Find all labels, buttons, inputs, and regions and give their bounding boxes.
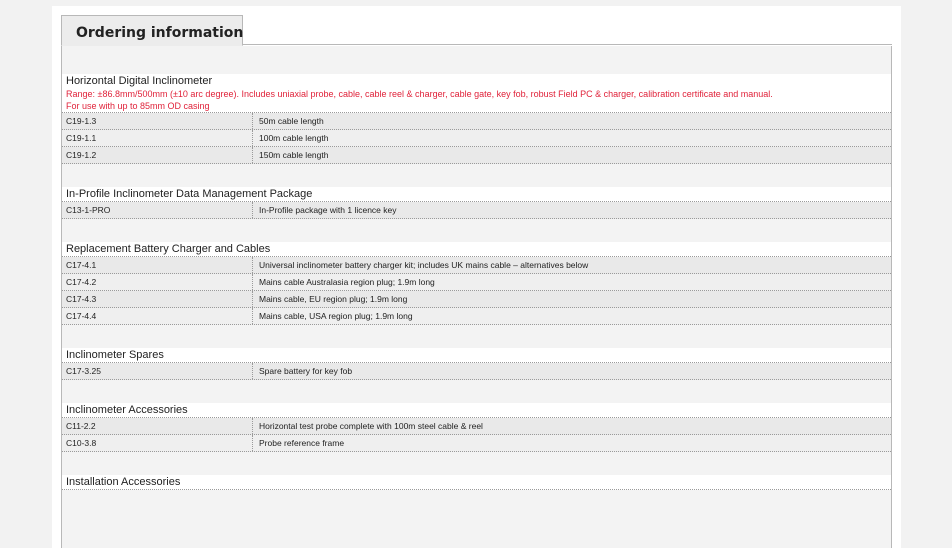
table-row bbox=[62, 130, 891, 147]
product-description: Universal inclinometer battery charger kit; includes UK mains cable – alternatives below bbox=[259, 260, 589, 270]
section-header bbox=[62, 74, 891, 113]
tab-ordering-information[interactable]: Ordering information bbox=[61, 15, 243, 46]
ordering-table bbox=[62, 46, 891, 490]
section-rows bbox=[62, 257, 891, 325]
table-row bbox=[62, 363, 891, 380]
table-row bbox=[62, 274, 891, 291]
section-rows bbox=[62, 418, 891, 452]
ordering-panel bbox=[61, 46, 892, 548]
table-row bbox=[62, 435, 891, 452]
product-description: 150m cable length bbox=[259, 150, 329, 160]
product-description: In-Profile package with 1 licence key bbox=[259, 205, 397, 215]
section-header bbox=[62, 475, 891, 490]
product-section bbox=[62, 46, 891, 164]
product-description: Mains cable, USA region plug; 1.9m long bbox=[259, 311, 413, 321]
product-section bbox=[62, 452, 891, 490]
product-code: C19-1.2 bbox=[62, 147, 253, 163]
section-rows bbox=[62, 113, 891, 164]
section-title: Horizontal Digital Inclinometer bbox=[66, 75, 213, 87]
table-row bbox=[62, 308, 891, 325]
section-spacer bbox=[62, 219, 891, 242]
product-description: 50m cable length bbox=[259, 116, 324, 126]
section-title: In-Profile Inclinometer Data Management Package bbox=[66, 188, 313, 200]
product-code: C13-1-PRO bbox=[62, 202, 253, 218]
product-section bbox=[62, 380, 891, 452]
product-description: Mains cable, EU region plug; 1.9m long bbox=[259, 294, 408, 304]
section-note: For use with up to 85mm OD casing bbox=[66, 101, 210, 111]
section-header bbox=[62, 187, 891, 202]
section-header bbox=[62, 403, 891, 418]
product-description: Mains cable Australasia region plug; 1.9m long bbox=[259, 277, 435, 287]
section-title: Inclinometer Spares bbox=[66, 349, 164, 361]
section-title: Replacement Battery Charger and Cables bbox=[66, 243, 271, 255]
table-row bbox=[62, 147, 891, 164]
product-description: Horizontal test probe complete with 100m steel cable & reel bbox=[259, 421, 483, 431]
product-description: Spare battery for key fob bbox=[259, 366, 353, 376]
section-title: Inclinometer Accessories bbox=[66, 404, 188, 416]
section-spacer bbox=[62, 380, 891, 403]
product-code: C10-3.8 bbox=[62, 435, 253, 451]
product-code: C19-1.1 bbox=[62, 130, 253, 146]
product-description: 100m cable length bbox=[259, 133, 329, 143]
section-title: Installation Accessories bbox=[66, 476, 181, 488]
product-code: C11-2.2 bbox=[62, 418, 253, 434]
section-rows bbox=[62, 363, 891, 380]
section-note: Range: ±86.8mm/500mm (±10 arc degree). Includes uniaxial probe, cable, cable reel & charger, cable gate, key fob, robust Field PC & charger, calibration certificate and manual. bbox=[66, 89, 773, 99]
section-header bbox=[62, 348, 891, 363]
product-code: C17-4.4 bbox=[62, 308, 253, 324]
product-section bbox=[62, 325, 891, 380]
product-code: C19-1.3 bbox=[62, 113, 253, 129]
product-code: C17-4.3 bbox=[62, 291, 253, 307]
table-row bbox=[62, 291, 891, 308]
product-code: C17-3.25 bbox=[62, 363, 253, 379]
section-spacer bbox=[62, 46, 891, 74]
ordering-information-page bbox=[52, 6, 901, 548]
section-spacer bbox=[62, 325, 891, 348]
section-spacer bbox=[62, 164, 891, 187]
table-row bbox=[62, 202, 891, 219]
product-description: Probe reference frame bbox=[259, 438, 345, 448]
product-code: C17-4.1 bbox=[62, 257, 253, 273]
table-row bbox=[62, 418, 891, 435]
tab-bar bbox=[61, 15, 892, 45]
section-header bbox=[62, 242, 891, 257]
section-rows bbox=[62, 202, 891, 219]
table-row bbox=[62, 113, 891, 130]
product-code: C17-4.2 bbox=[62, 274, 253, 290]
product-section bbox=[62, 164, 891, 219]
table-row bbox=[62, 257, 891, 274]
section-spacer bbox=[62, 452, 891, 475]
product-section bbox=[62, 219, 891, 325]
